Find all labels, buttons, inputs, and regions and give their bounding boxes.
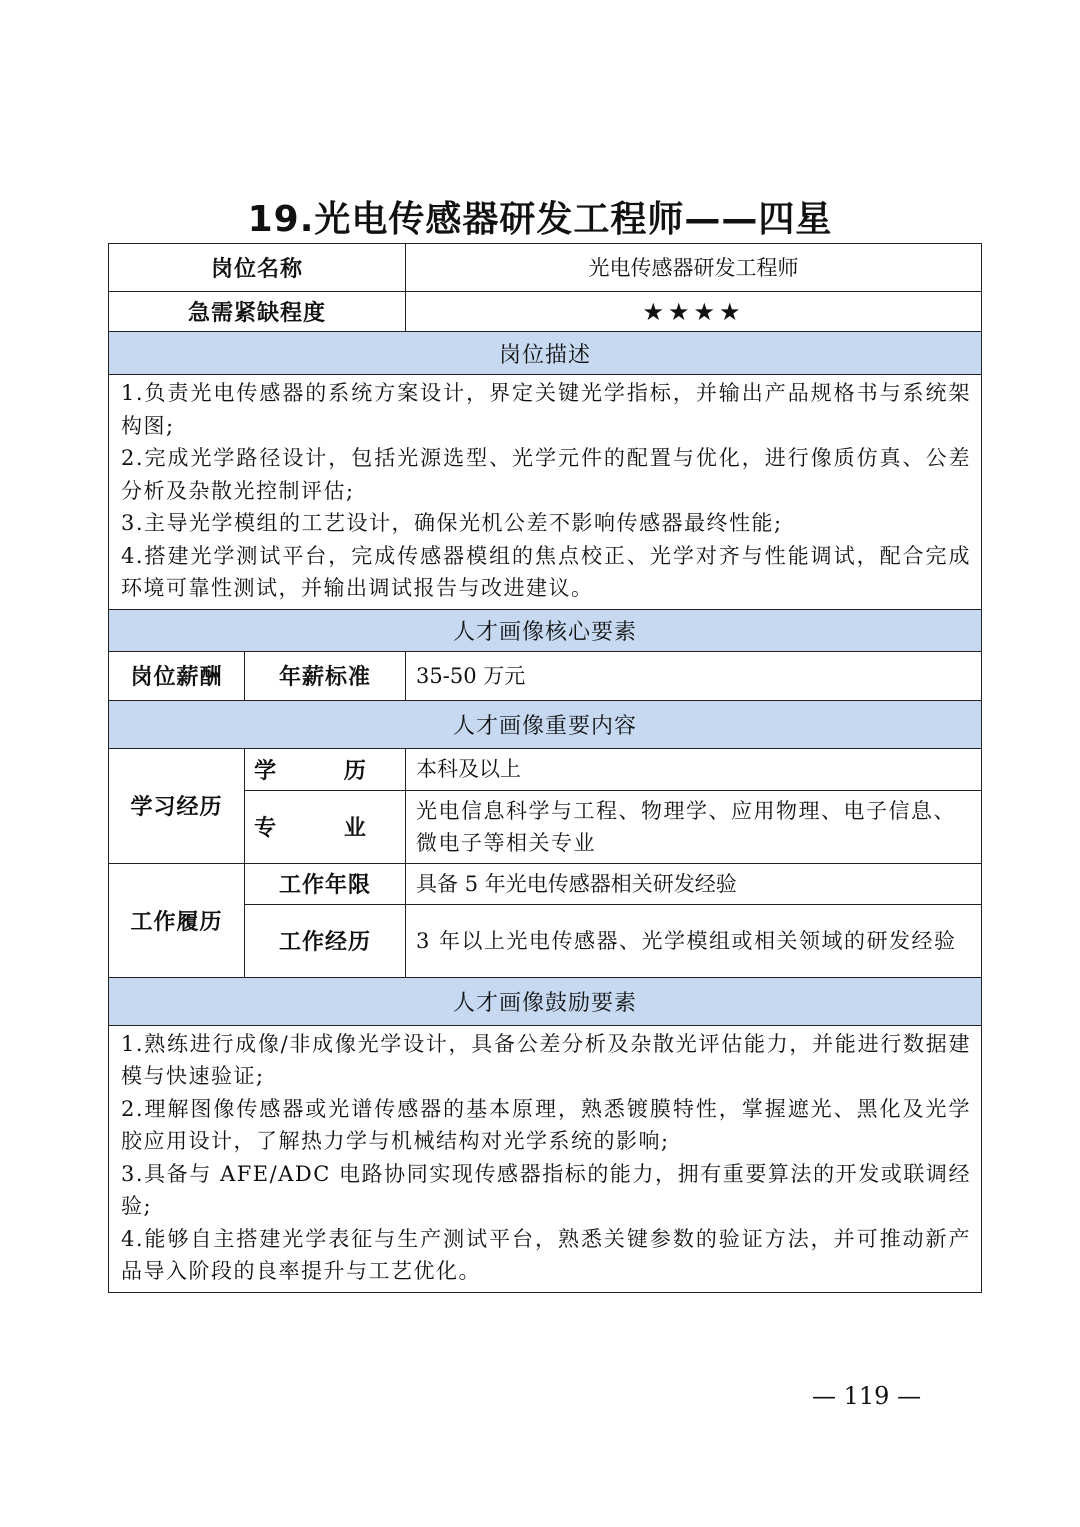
encourage-header: 人才画像鼓励要素 — [109, 977, 982, 1025]
description-item: 2.完成光学路径设计，包括光源选型、光学元件的配置与优化，进行像质仿真、公差分析及杂散光控制评估; — [121, 446, 972, 503]
important-header: 人才画像重要内容 — [109, 700, 982, 748]
education-label: 学习经历 — [109, 748, 245, 863]
encourage-body — [109, 1025, 982, 1292]
urgency-stars: ★★★★ — [406, 292, 982, 332]
work-label: 工作履历 — [109, 863, 245, 977]
description-item: 1.负责光电传感器的系统方案设计，界定关键光学指标，并输出产品规格书与系统架构图; — [121, 381, 972, 438]
salary-label: 岗位薪酬 — [109, 651, 245, 700]
page-title: 19.光电传感器研发工程师——四星 — [247, 199, 833, 240]
encourage-item: 3.具备与 AFE/ADC 电路协同实现传感器指标的能力，拥有重要算法的开发或联调经验; — [121, 1161, 972, 1218]
job-name-row — [109, 244, 982, 292]
work-years-value: 具备 5 年光电传感器相关研发经验 — [406, 863, 982, 904]
encourage-item: 1.熟练进行成像/非成像光学设计，具备公差分析及杂散光评估能力，并能进行数据建模与快速验证; — [121, 1031, 972, 1088]
job-name-label: 岗位名称 — [109, 244, 406, 292]
urgency-label: 急需紧缺程度 — [109, 292, 406, 332]
work-years-label: 工作年限 — [245, 863, 406, 904]
job-name-value: 光电传感器研发工程师 — [406, 244, 982, 292]
work-exp-label: 工作经历 — [245, 904, 406, 977]
description-item: 3.主导光学模组的工艺设计，确保光机公差不影响传感器最终性能; — [121, 511, 783, 535]
page-number: — 119 — — [812, 1382, 922, 1410]
core-header: 人才画像核心要素 — [109, 609, 982, 651]
encourage-item: 4.能够自主搭建光学表征与生产测试平台，熟悉关键参数的验证方法，并可推动新产品导入阶段的良率提升与工艺优化。 — [121, 1226, 972, 1283]
major-value: 光电信息科学与工程、物理学、应用物理、电子信息、微电子等相关专业 — [406, 790, 982, 863]
work-exp-value: 3 年以上光电传感器、光学模组或相关领域的研发经验 — [406, 904, 982, 977]
description-item: 4.搭建光学测试平台，完成传感器模组的焦点校正、光学对齐与性能调试，配合完成环境可靠性测试，并输出调试报告与改进建议。 — [121, 543, 972, 600]
degree-value: 本科及以上 — [406, 748, 982, 790]
salary-row — [109, 651, 982, 700]
urgency-row — [109, 292, 982, 332]
salary-standard-label: 年薪标准 — [245, 651, 406, 700]
work-years-row — [109, 863, 982, 904]
major-label: 专 业 — [245, 790, 406, 863]
description-header: 岗位描述 — [109, 332, 982, 375]
job-profile-table — [108, 243, 982, 1293]
degree-row — [109, 748, 982, 790]
salary-value: 35-50 万元 — [406, 651, 982, 700]
description-body — [109, 375, 982, 610]
encourage-item: 2.理解图像传感器或光谱传感器的基本原理，熟悉镀膜特性，掌握遮光、黑化及光学胶应用设计，了解热力学与机械结构对光学系统的影响; — [121, 1096, 972, 1153]
degree-label: 学 历 — [245, 748, 406, 790]
